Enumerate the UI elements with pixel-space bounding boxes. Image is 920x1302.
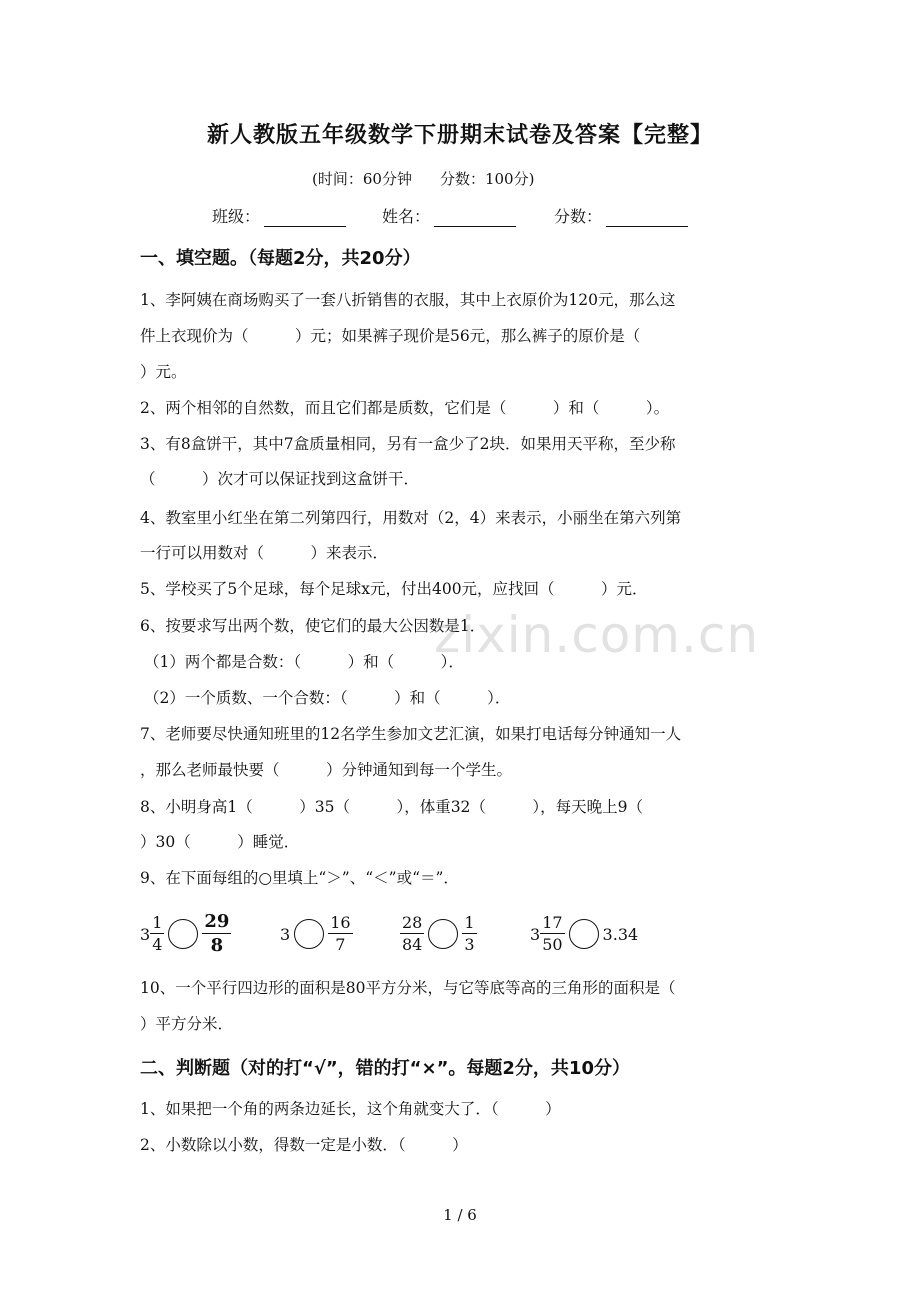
- question-line: ）平方分米．: [140, 1015, 234, 1033]
- fraction: $\frac{16}{7}$: [330, 913, 351, 954]
- question-line: 8、小明身高1（ ）35（ ），体重32（ ），每天晚上9（: [140, 798, 644, 816]
- compare-group-4: [530, 906, 638, 962]
- name-label: 姓名：: [382, 207, 431, 226]
- question-line: ，那么老师最快要（ ）分钟通知到每一个学生。: [140, 761, 513, 779]
- score-blank[interactable]: [606, 210, 688, 227]
- section-fill-blank-heading: 一、填空题。（每题2分，共20分）: [140, 248, 421, 269]
- compare-circle[interactable]: [168, 919, 198, 949]
- mixed-whole: 3: [140, 924, 151, 944]
- fraction: $\frac{1}{4}$: [152, 913, 163, 954]
- exam-time: (时间：60分钟: [312, 170, 412, 188]
- page-title: 新人教版五年级数学下册期末试卷及答案【完整】: [206, 123, 713, 148]
- question-line: 1、李阿姨在商场购买了一套八折销售的衣服，其中上衣原价为120元，那么这: [140, 291, 676, 309]
- class-field: [212, 204, 346, 227]
- question-line: 4、教室里小红坐在第二列第四行，用数对（2，4）来表示，小丽坐在第六列第: [140, 509, 682, 527]
- question-line: 2、两个相邻的自然数，而且它们都是质数，它们是（ ）和（ ）。: [140, 399, 670, 417]
- exam-info: [312, 168, 534, 189]
- question-line: ）30（ ）睡觉．: [140, 833, 300, 851]
- compare-group-3: [400, 906, 477, 962]
- question-line: 3、有8盒饼干，其中7盒质量相同，另有一盒少了2块．如果用天平称，至少称: [140, 435, 676, 453]
- name-field: [382, 204, 516, 227]
- compare-circle[interactable]: [428, 919, 458, 949]
- score-label: 分数：: [554, 207, 603, 226]
- watermark: zixin.com.cn: [434, 606, 760, 664]
- question-line: 5、学校买了5个足球，每个足球x元，付出400元，应找回（ ）元．: [140, 580, 648, 598]
- compare-group-1: [140, 906, 231, 962]
- compare-circle[interactable]: [569, 919, 599, 949]
- question-line: （2）一个质数、一个合数：（ ）和（ ）．: [144, 689, 511, 707]
- exam-total-score: 分数：100分): [439, 170, 535, 188]
- question-line: 件上衣现价为（ ）元；如果裤子现价是56元，那么裤子的原价是（: [140, 327, 641, 345]
- question-line: （1）两个都是合数：（ ）和（ ）．: [144, 653, 464, 671]
- question-line: 6、按要求写出两个数，使它们的最大公因数是1．: [140, 617, 486, 635]
- question-line: 10、一个平行四边形的面积是80平方分米，与它等底等高的三角形的面积是（: [140, 979, 676, 997]
- class-label: 班级：: [212, 207, 261, 226]
- section-true-false-heading: 二、判断题（对的打“√”，错的打“×”。每题2分，共10分）: [140, 1058, 630, 1079]
- student-info-fields: [212, 204, 688, 227]
- score-field: [554, 204, 688, 227]
- question-line: 1、如果把一个角的两条边延长，这个角就变大了．（ ）: [140, 1100, 561, 1118]
- question-line: 9、在下面每组的○里填上“＞”、“＜”或“＝”．: [140, 869, 459, 887]
- whole-number: 3: [280, 924, 291, 944]
- question-line: 2、小数除以小数，得数一定是小数．（ ）: [140, 1136, 468, 1154]
- compare-group-2: [280, 906, 353, 962]
- page-number: 1 / 6: [443, 1206, 477, 1224]
- class-blank[interactable]: [264, 210, 346, 227]
- question-line: 一行可以用数对（ ）来表示．: [140, 544, 389, 562]
- question-line: ）元。: [140, 363, 187, 381]
- question-line: 7、老师要尽快通知班里的12名学生参加文艺汇演，如果打电话每分钟通知一人: [140, 725, 682, 743]
- fraction: $\frac{1}{3}$: [464, 913, 475, 954]
- question-line: （ ）次才可以保证找到这盒饼干．: [140, 470, 420, 488]
- name-blank[interactable]: [434, 210, 516, 227]
- compare-circle[interactable]: [294, 919, 324, 949]
- mixed-whole: 3: [530, 924, 541, 944]
- comparison-row: [0, 906, 920, 962]
- fraction: $\frac{29}{8}$: [204, 911, 230, 956]
- fraction: $\frac{17}{50}$: [542, 913, 563, 954]
- decimal-number: 3.34: [602, 924, 639, 944]
- fraction: $\frac{28}{84}$: [402, 913, 423, 954]
